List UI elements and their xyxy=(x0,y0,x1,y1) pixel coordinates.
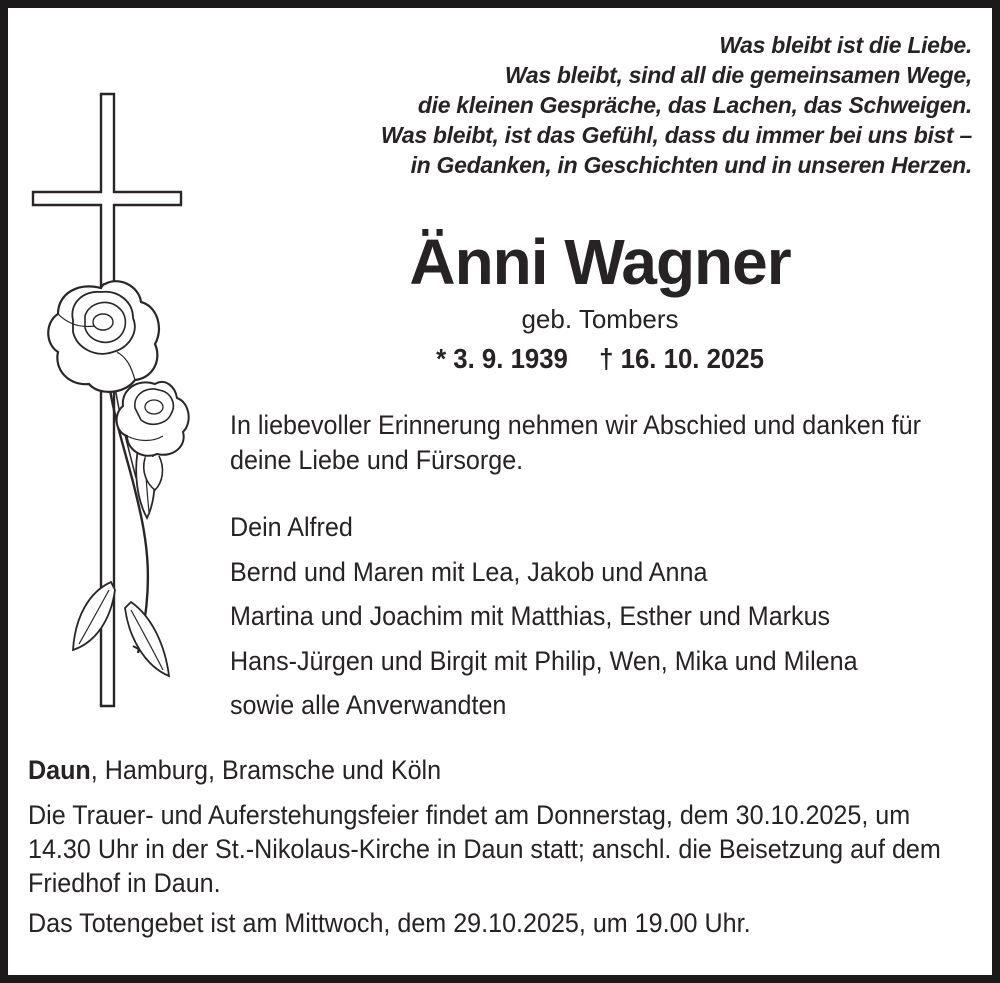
mourner-line: Bernd und Maren mit Lea, Jakob und Anna xyxy=(230,556,708,587)
memorial-poem xyxy=(381,30,972,180)
other-places: , Hamburg, Bramsche und Köln xyxy=(90,755,442,785)
funeral-info xyxy=(28,798,941,900)
mourner-line: Martina und Joachim mit Matthias, Esther und Markus xyxy=(230,601,831,631)
deceased-name: Änni Wagner xyxy=(409,226,791,298)
memorial-line: In liebevoller Erinnerung nehmen wir Abschied und danken für xyxy=(230,410,921,440)
funeral-line: Friedhof in Daun. xyxy=(28,868,221,898)
life-dates xyxy=(260,343,941,375)
cross-with-roses-icon xyxy=(15,72,215,722)
poem-line: in Gedanken, in Geschichten und in unseren Herzen. xyxy=(410,152,972,178)
mourners-list xyxy=(230,505,858,728)
mourner-line: Dein Alfred xyxy=(230,512,353,542)
prayer-info: Das Totengebet ist am Mittwoch, dem 29.10.2025, um 19.00 Uhr. xyxy=(28,908,751,938)
mourner-line: Hans-Jürgen und Birgit mit Philip, Wen, Mika und Milena xyxy=(230,645,858,676)
mourner-line: sowie alle Anverwandten xyxy=(230,690,507,720)
poem-line: die kleinen Gespräche, das Lachen, das Schweigen. xyxy=(417,92,972,118)
funeral-line: 14.30 Uhr in der St.-Nikolaus-Kirche in Daun statt; anschl. die Beisetzung auf dem xyxy=(28,834,941,864)
memorial-line: deine Liebe und Fürsorge. xyxy=(230,445,524,475)
poem-line: Was bleibt ist die Liebe. xyxy=(719,32,972,58)
death-date: † 16. 10. 2025 xyxy=(599,343,764,374)
poem-line: Was bleibt, sind all die gemeinsamen Wege, xyxy=(504,62,972,88)
birth-date: * 3. 9. 1939 xyxy=(436,343,568,374)
primary-place: Daun xyxy=(28,755,91,785)
maiden-name: geb. Tombers xyxy=(521,304,679,334)
memorial-text xyxy=(230,408,921,478)
funeral-line: Die Trauer- und Auferstehungsfeier findet am Donnerstag, dem 30.10.2025, um xyxy=(28,800,911,830)
places-line xyxy=(28,753,441,787)
poem-line: Was bleibt, ist das Gefühl, dass du immer bei uns bist – xyxy=(380,122,972,148)
cross-with-roses-artwork xyxy=(15,72,215,722)
